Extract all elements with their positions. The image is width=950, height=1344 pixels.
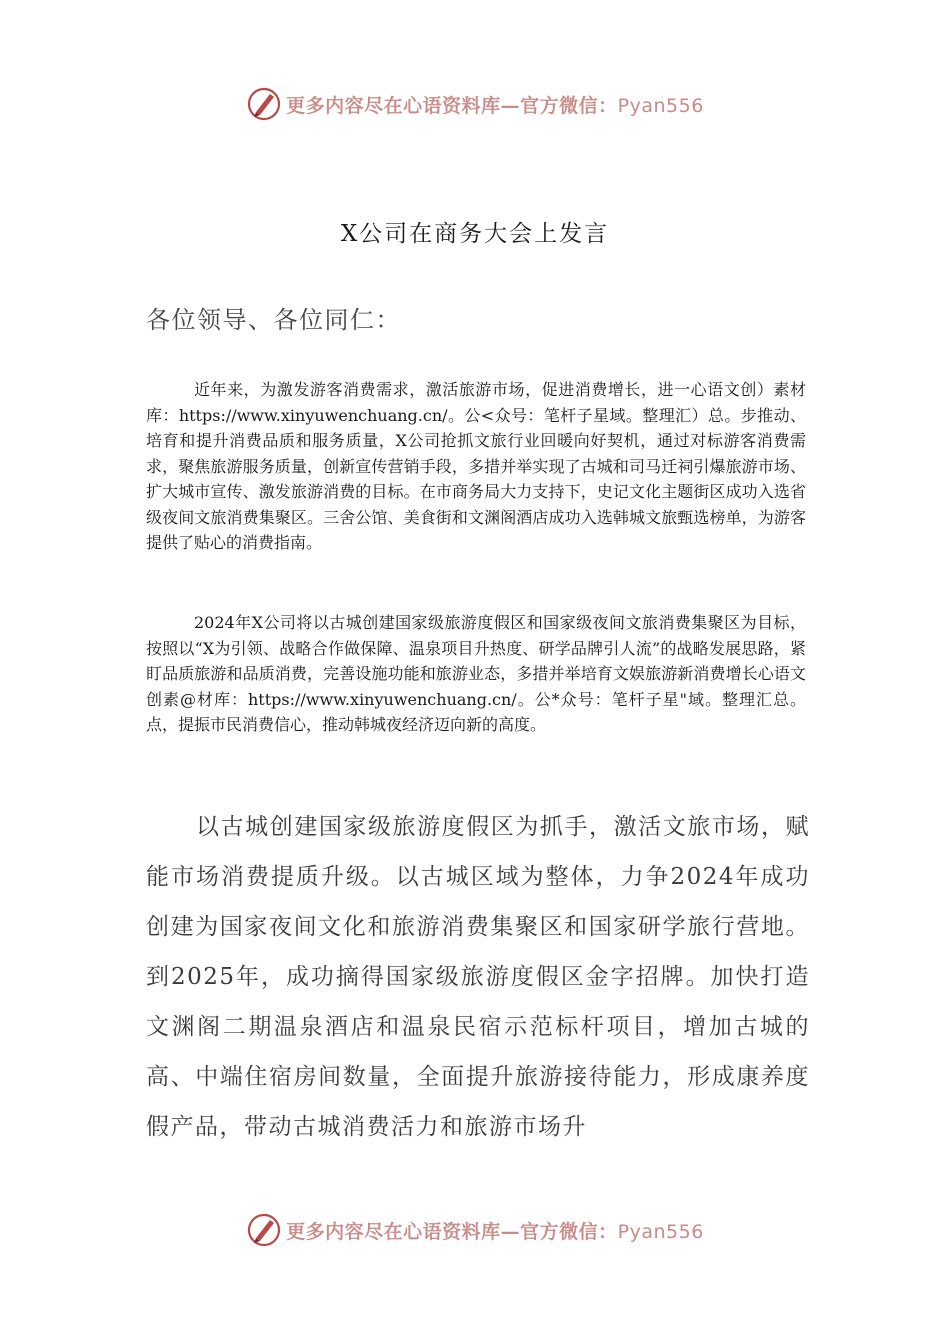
paragraph-1: 近年来，为激发游客消费需求，激活旅游市场，促进消费增长，进一心语文创）素材库：https://www.xinyuwenchuang.cn/。公<众号：笔杆子星域。整理汇）总。步推动、培育和提升消费品质和服务质量，X公司抢抓文旅行业回暖向好契机，通过对标游客消费需求，聚焦旅游服务质量，创新宣传营销手段，多措并举实现了古城和司马迁祠引爆旅游市场、扩大城市宣传、激发旅游消费的目标。在市商务局大力支持下，史记文化主题街区成功入选省级夜间文旅消费集聚区。三舍公馆、美食街和文渊阁酒店成功入选韩城文旅甄选榜单，为游客提供了贴心的消费指南。 [146, 380, 806, 552]
watermark-wechat-id: Pyan556 [617, 1220, 704, 1243]
paragraph-2: 2024年X公司将以古城创建国家级旅游度假区和国家级夜间文旅消费集聚区为目标，按照以“X为引领、战略合作做保障、温泉项目升热度、研学品牌引人流”的战略发展思路，紧盯品质旅游和品质消费，完善设施功能和旅游业态，多措并举培育文娱旅游新消费增长心语文创素@材库：https://www.xinyuwenchuang.cn/。公*众号：笔杆子星"域。整理汇总。点，提振市民消费信心，推动韩城夜经济迈向新的高度。 [146, 613, 806, 734]
paragraph-3: 以古城创建国家级旅游度假区为抓手，激活文旅市场，赋能市场消费提质升级。以古城区域为整体，力争2024年成功创建为国家夜间文化和旅游消费集聚区和国家研学旅行营地。到2025年，成功摘得国家级旅游度假区金字招牌。加快打造文渊阁二期温泉酒店和温泉民宿示范标杆项目，增加古城的高、中端住宿房间数量，全面提升旅游接待能力，形成康养度假产品，带动古城消费活力和旅游市场升 [146, 814, 810, 1140]
pen-circle-logo-icon [246, 1212, 282, 1248]
watermark-banner-bottom [0, 1210, 950, 1250]
watermark-wechat-id: Pyan556 [617, 94, 704, 117]
watermark-banner-top [0, 84, 950, 124]
salutation: 各位领导、各位同仁： [146, 306, 401, 334]
pen-circle-logo-icon [246, 86, 282, 122]
document-title: X公司在商务大会上发言 [340, 221, 610, 247]
watermark-text: 更多内容尽在心语资料库—官方微信： [286, 94, 618, 117]
watermark-text: 更多内容尽在心语资料库—官方微信： [286, 1220, 618, 1243]
